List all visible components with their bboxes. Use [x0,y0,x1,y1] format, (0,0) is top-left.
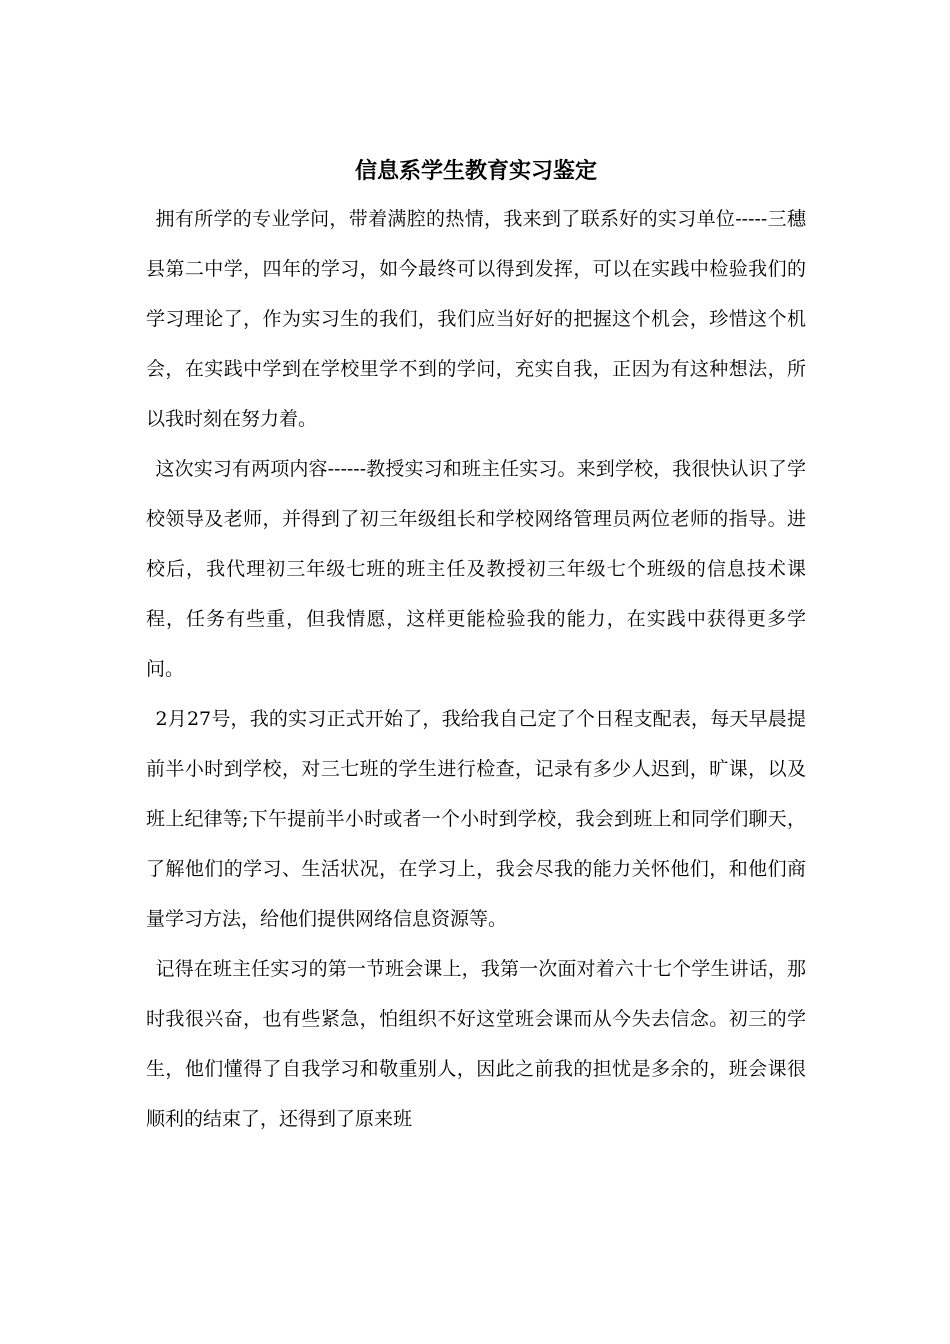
document-body [146,148,806,1144]
paragraph-4: 记得在班主任实习的第一节班会课上，我第一次面对着六十七个学生讲话，那时我很兴奋，也有些紧急，怕组织不好这堂班会课而从今失去信念。初三的学生，他们懂得了自我学习和敬重别人，因此之前我的担忧是多余的，班会课很顺利的结束了，还得到了原来班 [146,958,806,1130]
paragraph-2: 这次实习有两项内容------教授实习和班主任实习。来到学校，我很快认识了学校领导及老师，并得到了初三年级组长和学校网络管理员两位老师的指导。进校后，我代理初三年级七班的班主任及教授初三年级七个班级的信息技术课程，任务有些重，但我情愿，这样更能检验我的能力，在实践中获得更多学问。 [146,458,806,680]
paragraph-1: 拥有所学的专业学问，带着满腔的热情，我来到了联系好的实习单位-----三穗县第二中学，四年的学习，如今最终可以得到发挥，可以在实践中检验我们的学习理论了，作为实习生的我们，我们应当好好的把握这个机会，珍惜这个机会，在实践中学到在学校里学不到的学问，充实自我，正因为有这种想法，所以我时刻在努力着。 [146,208,806,430]
paragraph-3: 2月27号，我的实习正式开始了，我给我自己定了个日程支配表，每天早晨提前半小时到学校，对三七班的学生进行检查，记录有多少人迟到，旷课，以及班上纪律等;下午提前半小时或者一个小时到学校，我会到班上和同学们聊天，了解他们的学习、生活状况，在学习上，我会尽我的能力关怀他们，和他们商量学习方法，给他们提供网络信息资源等。 [146,708,806,930]
document-title: 信息系学生教育实习鉴定 [354,158,597,184]
